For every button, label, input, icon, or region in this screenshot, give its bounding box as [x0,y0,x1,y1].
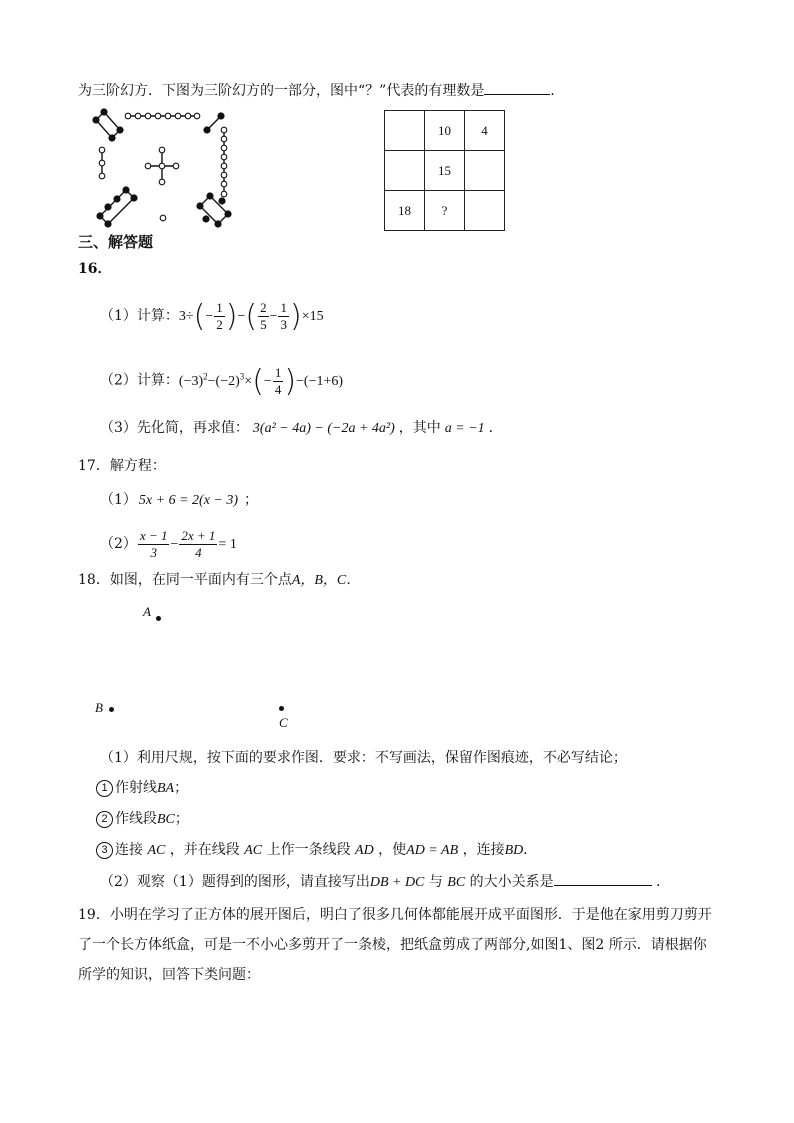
magic-cell [465,151,505,191]
q16-p3-cond: ，其中 [398,420,441,436]
q19-line3: 所学的知识，回答下类问题： [78,967,260,983]
exponent: 2 [203,371,208,381]
step-text: ，连接 [462,842,505,858]
magic-cell: 15 [425,151,465,191]
step-text: ，使 [378,842,407,858]
step-math: AD [355,843,374,858]
q17-title: 17．解方程： [78,458,166,474]
denominator: 2 [216,317,223,333]
q17-part1 [100,490,258,511]
denominator: 3 [150,545,157,561]
numerator: 1 [280,300,287,316]
expr-text: −(−1+6) [296,373,344,389]
part2-text: （2）观察（1）题得到的图形，请直接写出 [100,874,370,890]
step-text: ，并在线段 [169,842,240,858]
q18-title-points: A，B，C． [291,573,361,588]
step-end: ； [174,780,189,796]
magic-cell [465,191,505,231]
point-c-label: C [279,715,288,730]
point-c-dot [279,706,284,711]
q18-part2 [100,871,670,893]
table-row [385,191,505,231]
paren-close: ) [225,298,238,334]
q17-p1-end: ； [244,492,259,508]
q18-title: 18．如图，在同一平面内有三个点 [78,572,292,588]
table-row [385,111,505,151]
step-end: ． [523,842,538,858]
q16-part3 [100,418,503,439]
q18-part1: （1）利用尺规，按下面的要求作图．要求：不写画法，保留作图痕迹，不必写结论； [100,750,627,766]
circled-number-icon: 1 [96,780,113,797]
point-b-label: B [95,700,103,715]
point-a-label: A [143,604,151,619]
point-b-dot [109,707,114,712]
magic-cell [385,111,425,151]
q17-p1-expr: 5x + 6 = 2(x − 3) [138,493,239,508]
step-text: 作射线 [115,780,157,796]
magic-cell [385,151,425,191]
expr-text: = 1 [218,537,237,552]
step-end: ； [174,811,189,827]
fraction [273,365,284,398]
times-sign: × [244,373,253,389]
numerator: 2 [260,300,267,316]
expr-text: 3÷ [178,309,194,324]
q16-p3-end: ． [488,420,503,436]
q16-p1-label: （1）计算： [100,308,179,324]
denominator: 4 [274,381,282,397]
paren-close: ) [284,363,297,399]
step-math: BA [157,781,175,796]
table-row [385,151,505,191]
step-math: BC [157,812,175,827]
fraction [138,528,170,561]
paren-close: ) [289,298,302,334]
paren-open: ( [245,298,258,334]
step-text: 作线段 [115,811,157,827]
q18-step2 [96,809,189,830]
step-math: AD = AB [406,843,459,858]
answer-blank[interactable] [554,871,652,886]
numerator: x − 1 [139,528,168,544]
paren-open: ( [252,363,264,399]
q16-p2-label: （2）计算： [100,372,179,389]
denominator: 3 [280,317,287,333]
step-text: 上作一条线段 [266,842,351,858]
numerator: 1 [216,300,223,316]
expr-text: ×15 [301,309,324,324]
intro-text: 为三阶幻方．下图为三阶幻方的一部分，图中“？”代表的有理数是 [78,83,485,99]
q16-number: 16． [78,261,112,277]
q16-p2-expr: $(-3)^2-(-2)^3\times(-$ $\frac{1}{4}$ )−(−1+6) [178,363,344,399]
q17-p2-label: （2） [100,536,137,552]
q16-p1-expr: 3÷(− $\frac{1}{2}$ )−( $\frac{2}{5}$ − $\frac{1}{3}$ )×15 [178,298,324,334]
fraction [214,300,225,333]
paren-open: ( [193,298,206,334]
step-math: BD [504,843,524,858]
part2-end: ． [656,874,671,890]
point-a-dot [156,616,161,621]
q17-part2 [100,524,237,564]
circled-number-icon: 3 [96,842,113,859]
q18-step1 [96,778,188,799]
fraction [278,300,289,333]
q16-part2 [100,356,344,399]
circled-number-icon: 2 [96,811,113,828]
q17-p2-expr: $\frac{x - 1}{3}$ − $\frac{2x + 1}{4}$ = 1 [139,528,237,561]
step-math: AC [244,843,263,858]
numerator: 1 [274,364,282,380]
intro-line [78,80,564,101]
magic-cell: 18 [385,191,425,231]
luoshu-dot-figure [90,106,240,230]
section-title: 三、解答题 [78,233,154,251]
q16-part1 [100,296,324,336]
part2-math: DB + DC [369,875,425,890]
expr-text: −(−2) [207,373,240,389]
q17-p1-label: （1） [100,492,137,508]
q18-step3 [96,840,537,861]
q19-line1: 19．小明在学习了正方体的展开图后，明白了很多几何体都能展开成平面图形．于是他在家用剪刀剪开 [78,907,712,923]
fraction [179,528,217,561]
q16-p3-label: （3）先化简，再求值： [100,420,249,436]
magic-cell: ? [425,191,465,231]
part2-math: BC [447,875,466,890]
numerator: 2x + 1 [181,528,216,544]
magic-cell: 4 [465,111,505,151]
intro-end: ． [550,83,565,99]
part2-text: 的大小关系是 [469,874,554,890]
q16-p3-expr: 3(a² − 4a) − (−2a + 4a²) [252,421,395,436]
fraction [258,300,269,333]
denominator: 4 [195,545,202,561]
part2-text: 与 [428,874,443,890]
magic-square-table [384,110,505,231]
step-math: AC [147,843,166,858]
q19-line2: 了一个长方体纸盒，可是一不小心多剪开了一条棱，把纸盒剪成了两部分,如图1、图2 所示．请根据你 [78,937,707,953]
expr-text: (−3) [178,373,204,389]
q16-p3-value: a = −1 [444,421,485,436]
exponent: 3 [239,371,245,381]
magic-cell: 10 [425,111,465,151]
q18-title-line [78,570,360,591]
step-text: 连接 [115,842,143,858]
denominator: 5 [260,317,267,333]
answer-blank[interactable] [484,80,550,95]
